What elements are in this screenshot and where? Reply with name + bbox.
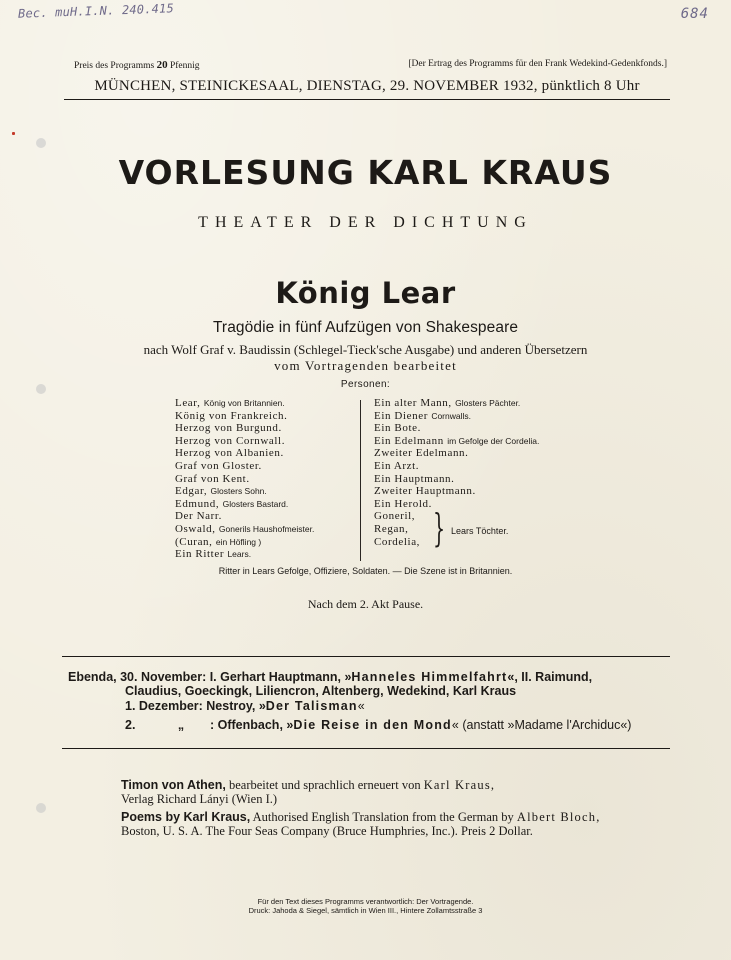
cast-member-name: König von Frankreich. [175, 409, 288, 422]
cast-member-name: Der Narr. [175, 510, 222, 523]
publication-poems-publisher: Boston, U. S. A. The Four Seas Company (Bruce Humphries, Inc.). Preis 2 Dollar. [121, 824, 533, 838]
proceeds-note: [Der Ertrag des Programms für den Frank Wedekind-Gedenkfonds.] [408, 59, 667, 69]
cast-member-detail: Gonerils Haushofmeister. [218, 523, 315, 534]
cast-member [175, 397, 314, 410]
translation-note: nach Wolf Graf v. Baudissin (Schlegel-Tieck'sche Ausgabe) und anderen Übersetzern [143, 342, 588, 357]
cast-member [175, 498, 314, 511]
upcoming-dec1-work: Der Talisman [265, 699, 358, 713]
cast-member-name: Ein Bote. [374, 422, 421, 435]
price-amount: 20 [156, 59, 168, 71]
cast-member-name: Oswald, [175, 522, 216, 535]
adaptation-note: vom Vortragenden bearbeitet [274, 358, 457, 373]
publication-poems-translator: Albert Bloch, [516, 810, 601, 824]
extras-and-setting-note: Ritter in Lears Gefolge, Offiziere, Soldaten. — Die Szene ist in Britannien. [218, 566, 513, 576]
cast-member [374, 510, 539, 523]
cast-member [175, 447, 314, 460]
cast-member [175, 485, 314, 498]
paper-hole-mark [36, 384, 46, 394]
cast-member [175, 422, 314, 435]
price-suffix: Pfennig [167, 61, 200, 71]
cast-member-name: Ein Arzt. [374, 459, 420, 472]
cast-member-name: (Curan, [175, 535, 213, 548]
intermission-note: Nach dem 2. Akt Pause. [307, 597, 424, 611]
publication-timon-publisher: Verlag Richard Lányi (Wien I.) [121, 792, 278, 806]
cast-member-name: Herzog von Albanien. [175, 447, 284, 460]
archive-page-number: 684 [680, 6, 709, 22]
upcoming-top-divider [62, 656, 670, 657]
play-title: König Lear [275, 276, 456, 310]
cast-member [374, 485, 539, 498]
ink-spot-mark [12, 132, 15, 135]
cast-member-name: Cordelia, [374, 535, 421, 548]
cast-member-detail: Glosters Bastard. [222, 498, 289, 509]
cast-member-name: Regan, [374, 522, 409, 535]
cast-member [374, 447, 539, 460]
upcoming-dec2-end: « (anstatt »Madame l'Archiduc«) [451, 718, 632, 732]
cast-member-detail: Cornwalls. [431, 410, 471, 421]
cast-heading: Personen: [340, 379, 391, 390]
publication-poems-desc: Authorised English Translation from the German by [250, 810, 517, 824]
upcoming-dec2-number: 2. [125, 718, 136, 732]
cast-member [175, 510, 314, 523]
upcoming-dec2-ditto: „ [177, 718, 185, 732]
upcoming-nov30-work: Hanneles Himmelfahrt [351, 670, 508, 684]
cast-member [175, 523, 314, 536]
cast-member [175, 548, 314, 561]
cast-member-detail: im Gefolge der Cordelia. [447, 435, 540, 446]
publication-timon [121, 778, 495, 793]
publication-timon-author: Karl Kraus, [423, 778, 496, 792]
cast-member [374, 422, 539, 435]
cast-member-name: Edmund, [175, 497, 220, 510]
upcoming-nov30-end: «, II. Raimund, [507, 670, 593, 684]
lears-daughters-label: Lears Töchter. [451, 526, 509, 536]
publication-timon-title: Timon von Athen, [121, 778, 226, 792]
publication-timon-desc: bearbeitet und sprachlich erneuert von [225, 778, 424, 792]
upcoming-dec2-work: Die Reise in den Mond [293, 718, 452, 732]
program-price [74, 59, 200, 71]
cast-member [374, 536, 539, 549]
cast-member-name: Herzog von Burgund. [175, 422, 282, 435]
cast-member [175, 460, 314, 473]
upcoming-dec1-lead: 1. Dezember: Nestroy, » [125, 699, 266, 713]
upcoming-reading-dec1 [125, 699, 365, 714]
footer-printer: Druck: Jahoda & Siegel, sämtlich in Wien III., Hintere Zollamtsstraße 3 [248, 906, 483, 915]
cast-member-detail: Lears. [227, 549, 252, 560]
cast-member [374, 460, 539, 473]
header-divider [64, 99, 670, 100]
cast-member [374, 435, 539, 448]
archive-signature-note: Bec. muH.I.N. 240.415 [17, 1, 175, 21]
cast-member-name: Ein Hauptmann. [374, 472, 455, 485]
cast-member [175, 435, 314, 448]
cast-member [175, 410, 314, 423]
play-subtitle: Tragödie in fünf Aufzügen von Shakespeare [212, 319, 519, 336]
upcoming-nov30-lead: Ebenda, 30. November: I. Gerhart Hauptmann, » [68, 670, 352, 684]
cast-member [374, 498, 539, 511]
cast-list-left [175, 397, 314, 561]
cast-member-name: Ein Herold. [374, 497, 432, 510]
cast-member-name: Ein Ritter [175, 548, 225, 561]
cast-member [374, 410, 539, 423]
cast-member [374, 473, 539, 486]
cast-member-name: Graf von Kent. [175, 472, 250, 485]
cast-member-detail: ein Höfling ) [215, 536, 262, 547]
cast-member-name: Edgar, [175, 485, 208, 498]
cast-member-name: Ein Diener [374, 409, 428, 422]
cast-member-name: Zweiter Edelmann. [374, 447, 469, 460]
series-subtitle: THEATER DER DICHTUNG [198, 214, 533, 231]
upcoming-reading-nov30-authors [125, 684, 516, 699]
cast-member-name: Ein Edelmann [374, 434, 444, 447]
upcoming-reading-nov30 [68, 670, 592, 685]
venue-date-line: MÜNCHEN, STEINICKESAAL, DIENSTAG, 29. NOVEMBER 1932, pünktlich 8 Uhr [94, 78, 640, 94]
upcoming-bottom-divider [62, 748, 670, 749]
paper-hole-mark [36, 803, 46, 813]
cast-member [175, 473, 314, 486]
upcoming-nov30-authors-text: Claudius, Goeckingk, Liliencron, Altenberg, Wedekind, Karl Kraus [125, 684, 517, 698]
cast-member-name: Ein alter Mann, [374, 397, 452, 409]
publication-poems [121, 810, 601, 825]
price-prefix: Preis des Programms [74, 61, 157, 71]
cast-member-name: Zweiter Hauptmann. [374, 485, 476, 498]
cast-member-detail: König von Britannien. [203, 398, 285, 408]
cast-member-name: Lear, [175, 397, 201, 409]
cast-member-detail: Glosters Pächter. [455, 398, 521, 408]
cast-member-name: Herzog von Cornwall. [175, 434, 286, 447]
cast-member-name: Graf von Gloster. [175, 459, 262, 472]
daughters-brace: } [433, 506, 446, 550]
upcoming-dec1-end: « [357, 699, 365, 713]
upcoming-dec2-lead: : Offenbach, » [210, 718, 294, 732]
publication-poems-title: Poems by Karl Kraus, [121, 810, 251, 824]
paper-hole-mark [36, 138, 46, 148]
page-title: VORLESUNG KARL KRAUS [118, 153, 613, 192]
cast-member [175, 536, 314, 549]
cast-divider [360, 400, 361, 561]
cast-member-detail: Glosters Sohn. [210, 486, 267, 497]
upcoming-reading-dec2 [125, 718, 631, 733]
footer-responsibility: Für den Text dieses Programms verantwortlich: Der Vortragende. [257, 897, 474, 906]
cast-member-name: Goneril, [374, 510, 416, 523]
cast-member [374, 397, 539, 410]
